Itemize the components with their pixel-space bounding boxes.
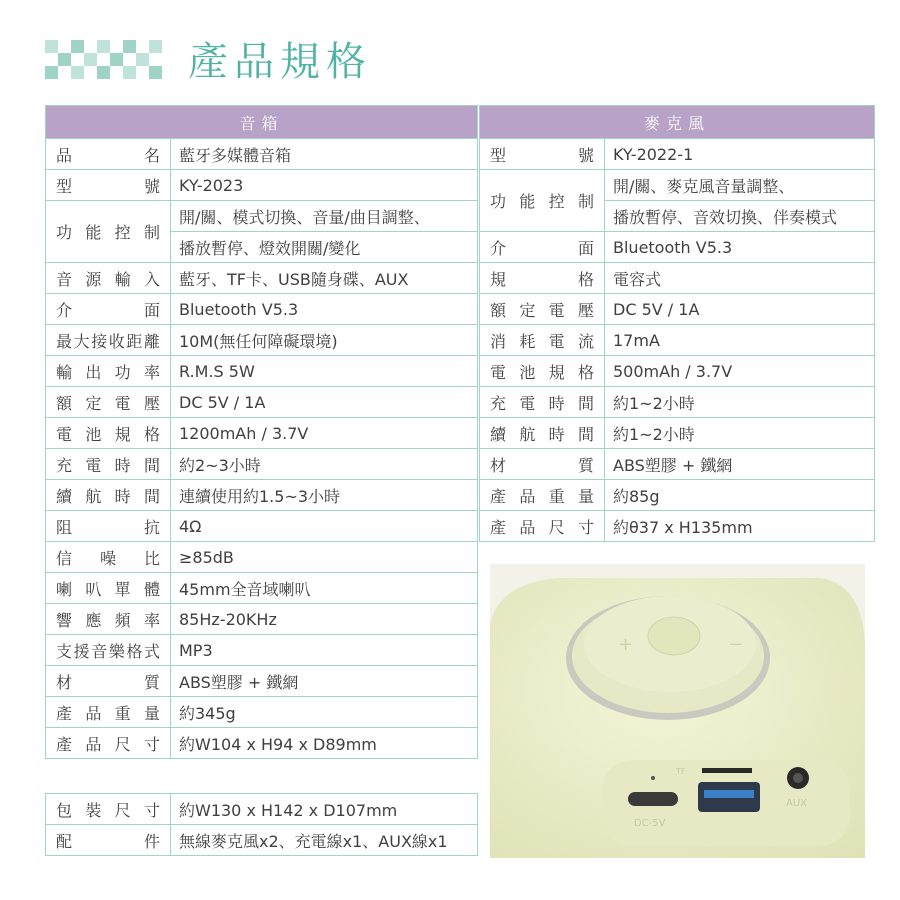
spec-label: 功能控制 [46,201,171,263]
spec-label: 輸出功率 [46,356,171,387]
table-row [480,263,875,294]
checker-square [45,40,58,53]
table-row [46,294,478,325]
table-row [46,387,478,418]
svg-text:+: + [618,634,634,655]
svg-text:−: − [728,634,744,655]
spec-value: 約85g [605,480,875,511]
table-row [480,449,875,480]
spec-value: 無線麥克風x2、充電線x1、AUX線x1 [171,825,478,856]
spec-value: 500mAh / 3.7V [605,356,875,387]
table-row [480,170,875,201]
spec-label: 產品尺寸 [46,728,171,759]
checker-square [58,53,71,66]
table-row [46,170,478,201]
spec-value: 約W130 x H142 x D107mm [171,794,478,825]
spec-label: 消耗電流 [480,325,605,356]
table-row [46,449,478,480]
table-row [46,825,478,856]
spec-value: 10M(無任何障礙環境) [171,325,478,356]
spec-value: Bluetooth V5.3 [605,232,875,263]
table-row [480,356,875,387]
spec-value: 1200mAh / 3.7V [171,418,478,449]
spec-label: 阻抗 [46,511,171,542]
spec-label: 信噪比 [46,542,171,573]
checker-square [84,53,97,66]
table-row [480,387,875,418]
table-row [46,604,478,635]
table-row [480,480,875,511]
spec-value: KY-2023 [171,170,478,201]
spec-label: 介面 [480,232,605,263]
spec-label: 額定電壓 [480,294,605,325]
spec-label: 規格 [480,263,605,294]
checker-square [123,66,136,79]
table-row [480,325,875,356]
checker-square [71,40,84,53]
package-spec-table [45,793,478,856]
spec-label: 續航時間 [480,418,605,449]
spec-label: 續航時間 [46,480,171,511]
spec-label: 功能控制 [480,170,605,232]
spec-label: 介面 [46,294,171,325]
spec-label: 產品重量 [46,697,171,728]
spec-label: 品名 [46,139,171,170]
spec-label: 支援音樂格式 [46,635,171,666]
spec-value: 約1~2小時 [605,418,875,449]
checker-square [149,66,162,79]
table-row [46,201,478,232]
spec-label: 電池規格 [480,356,605,387]
spec-label: 響應頻率 [46,604,171,635]
checker-square [97,66,110,79]
checker-square [110,53,123,66]
table-row [46,325,478,356]
spec-value: 45mm全音域喇叭 [171,573,478,604]
spec-value: 約345g [171,697,478,728]
spec-value: 播放暫停、音效切換、伴奏模式 [605,201,875,232]
spec-value: 17mA [605,325,875,356]
table-row [46,263,478,294]
spec-value: KY-2022-1 [605,139,875,170]
speaker-spec-table [45,105,478,759]
table-row [46,480,478,511]
product-photo [490,564,865,858]
table-row [46,511,478,542]
spec-value: 播放暫停、燈效開關/變化 [171,232,478,263]
checker-square [123,40,136,53]
spec-value: 約2~3小時 [171,449,478,480]
table-row [46,697,478,728]
table-row [46,139,478,170]
spec-value: 藍牙、TF卡、USB隨身碟、AUX [171,263,478,294]
tf-slot [702,768,752,773]
dc-port-label: DC-5V [634,818,666,829]
center-button [648,617,700,655]
table-row [46,542,478,573]
table-row [480,294,875,325]
speaker-table-heading: 音箱 [46,106,478,139]
spec-value: 開/關、麥克風音量調整、 [605,170,875,201]
spec-value: 約θ37 x H135mm [605,511,875,542]
table-row [480,232,875,263]
table-row [46,418,478,449]
microphone-spec-table [479,105,875,542]
spec-label: 型號 [46,170,171,201]
tf-port-label: TF [676,767,686,776]
usb-c-port [628,792,678,806]
spec-label: 電池規格 [46,418,171,449]
table-row [46,794,478,825]
spec-label: 材質 [46,666,171,697]
table-row [480,511,875,542]
spec-label: 型號 [480,139,605,170]
table-row [480,418,875,449]
spec-label: 產品尺寸 [480,511,605,542]
spec-value: 藍牙多媒體音箱 [171,139,478,170]
spec-value: 開/關、模式切換、音量/曲目調整、 [171,201,478,232]
spec-label: 材質 [480,449,605,480]
spec-value: R.M.S 5W [171,356,478,387]
spec-value: 連續使用約1.5~3小時 [171,480,478,511]
spec-value: ≥85dB [171,542,478,573]
spec-label: 充電時間 [480,387,605,418]
spec-label: 包裝尺寸 [46,794,171,825]
spec-label: 喇叭單體 [46,573,171,604]
page-title: 產品規格 [188,39,372,85]
spec-value: 4Ω [171,511,478,542]
table-row [46,356,478,387]
table-row [46,666,478,697]
checker-square [97,40,110,53]
aux-port-label: AUX [786,798,808,809]
checker-square [71,66,84,79]
table-row [46,635,478,666]
spec-value: ABS塑膠 + 鐵網 [605,449,875,480]
spec-label: 配件 [46,825,171,856]
spec-value: ABS塑膠 + 鐵網 [171,666,478,697]
checker-square [149,40,162,53]
spec-value: MP3 [171,635,478,666]
spec-label: 產品重量 [480,480,605,511]
checker-square [45,66,58,79]
table-row [46,728,478,759]
spec-value: Bluetooth V5.3 [171,294,478,325]
table-row [480,139,875,170]
speaker-illustration [490,564,865,858]
spec-label: 最大接收距離 [46,325,171,356]
spec-value: DC 5V / 1A [171,387,478,418]
spec-label: 音源輸入 [46,263,171,294]
spec-value: 85Hz-20KHz [171,604,478,635]
spec-label: 額定電壓 [46,387,171,418]
checker-logo-icon [45,40,163,80]
checker-square [136,53,149,66]
spec-value: 電容式 [605,263,875,294]
spec-value: 約1~2小時 [605,387,875,418]
table-row [46,573,478,604]
spec-label: 充電時間 [46,449,171,480]
microphone-table-heading: 麥克風 [480,106,875,139]
spec-value: 約W104 x H94 x D89mm [171,728,478,759]
spec-value: DC 5V / 1A [605,294,875,325]
